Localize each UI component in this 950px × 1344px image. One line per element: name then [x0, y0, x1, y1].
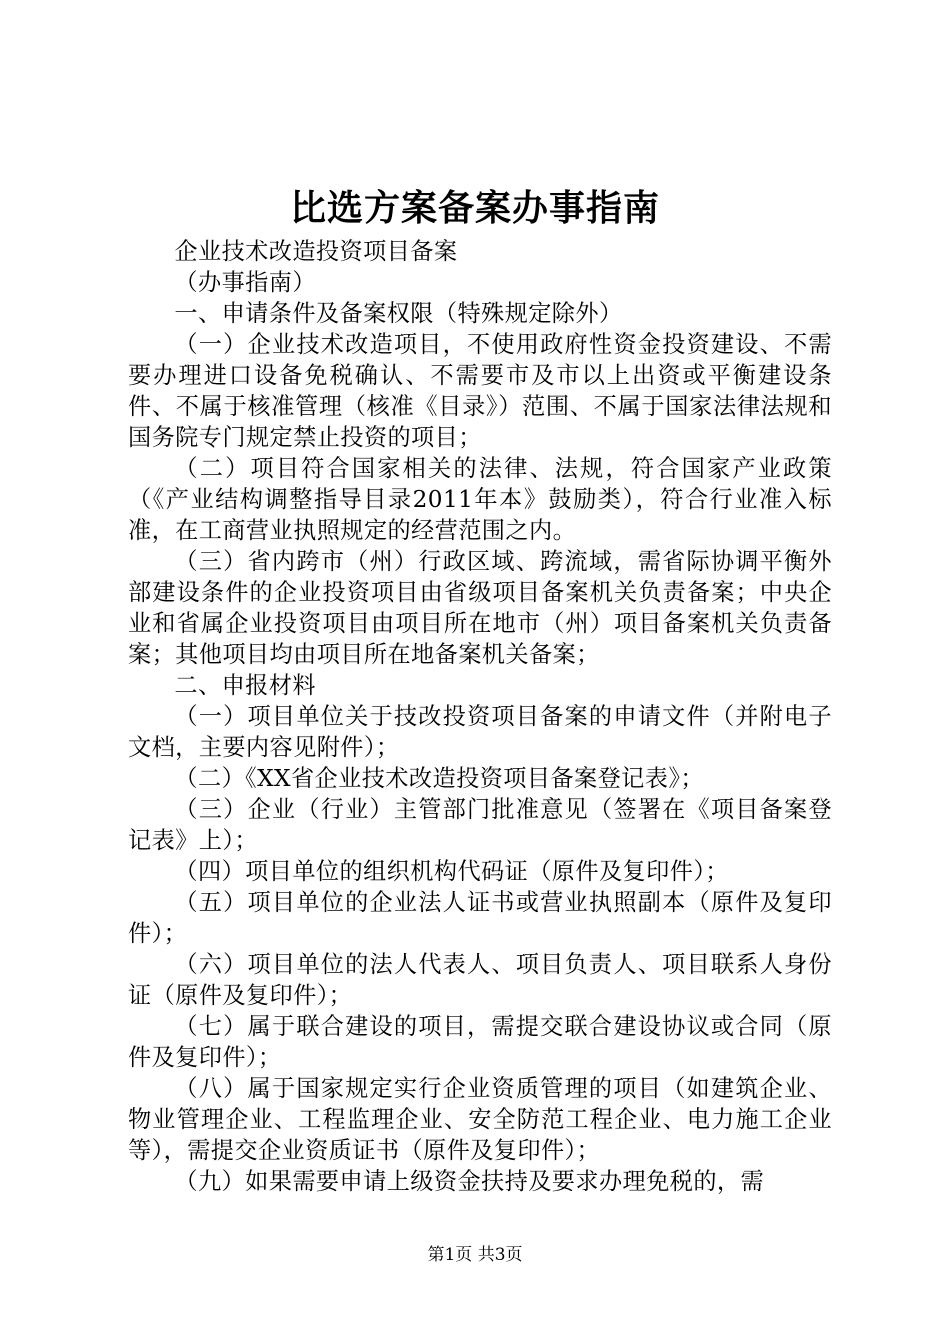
- document-body: [128, 236, 832, 1197]
- paragraph: （五）项目单位的企业法人证书或营业执照副本（原件及复印件）；: [128, 889, 832, 947]
- paragraph: （一）项目单位关于技改投资项目备案的申请文件（并附电子文档，主要内容见附件）；: [128, 703, 832, 761]
- paragraph: （一）企业技术改造项目，不使用政府性资金投资建设、不需要办理进口设备免税确认、不需要市及市以上出资或平衡建设条件、不属于核准管理（核准《目录》）范围、不属于国家法律法规和国务院专门规定禁止投资的项目；: [128, 331, 832, 451]
- paragraph: （四）项目单位的组织机构代码证（原件及复印件）；: [174, 858, 729, 885]
- document-title: 比选方案备案办事指南: [289, 187, 660, 229]
- paragraph: （六）项目单位的法人代表人、项目负责人、项目联系人身份证（原件及复印件）；: [128, 951, 832, 1009]
- paragraph: 企业技术改造投资项目备案: [174, 238, 458, 265]
- paragraph: （二）《XX省企业技术改造投资项目备案登记表》；: [174, 765, 704, 792]
- paragraph: 二、申报材料: [174, 672, 316, 699]
- paragraph: 一、申请条件及备案权限（特殊规定除外）: [174, 300, 623, 327]
- paragraph: （三）企业（行业）主管部门批准意见（签署在《项目备案登记表》上）；: [128, 796, 832, 854]
- paragraph: （八）属于国家规定实行企业资质管理的项目（如建筑企业、物业管理企业、工程监理企业、安全防范工程企业、电力施工企业等），需提交企业资质证书（原件及复印件）；: [128, 1075, 832, 1164]
- paragraph: （三）省内跨市（州）行政区域、跨流域，需省际协调平衡外部建设条件的企业投资项目由省级项目备案机关负责备案；中央企业和省属企业投资项目由项目所在地市（州）项目备案机关负责备案；其他项目均由项目所在地备案机关备案；: [128, 548, 832, 668]
- paragraph: （二）项目符合国家相关的法律、法规，符合国家产业政策（《产业结构调整指导目录2011年本》鼓励类），符合行业准入标准，在工商营业执照规定的经营范围之内。: [128, 455, 832, 544]
- paragraph: （办事指南）: [174, 269, 316, 296]
- paragraph: （九）如果需要申请上级资金扶持及要求办理免税的，需: [174, 1168, 765, 1195]
- page-number-footer: 第1页 共3页: [427, 1245, 523, 1265]
- paragraph: （七）属于联合建设的项目，需提交联合建设协议或合同（原件及复印件）；: [128, 1013, 832, 1071]
